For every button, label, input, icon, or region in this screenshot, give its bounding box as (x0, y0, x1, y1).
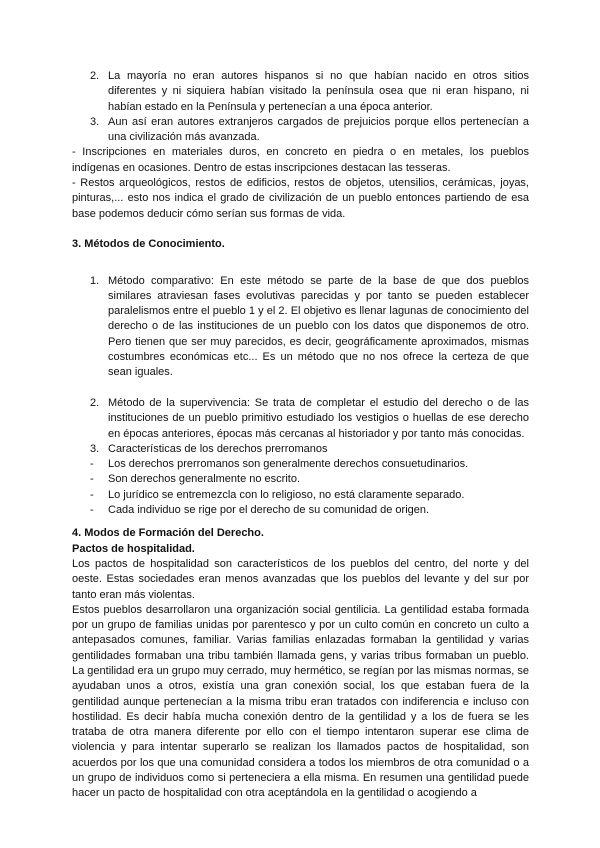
document-page (72, 69, 529, 802)
bullet-text: Los derechos prerromanos son generalmente derechos consuetudinarios. (108, 458, 469, 471)
list-item-text: La mayoría no eran autores hispanos si no que habían nacido en otros sitios diferentes y ni siquiera habían visitado la península osea que ni eran hispano, ni habían estado en la Península y pertenecían a una época anterior. (108, 70, 529, 113)
list-item (72, 442, 529, 457)
paragraph-restos: - Restos arqueológicos, restos de edificios, restos de objetos, utensilios, cerámicas, joyas, pinturas,... esto nos indica el grado de civilización de un pueblo entonces partiendo de esa base podemos deducir cómo serían sus formas de vida. (72, 177, 529, 220)
bullet-item (72, 488, 529, 503)
list-item-text: Método de la supervivencia: Se trata de completar el estudio del derecho o de las instituciones de un pueblo primitivo estudiado los vestigios o huellas de ese derecho en épocas anteriores, épocas más cercanas al historiador y por tanto más conocidas. (108, 396, 529, 440)
section-heading-3: 3. Métodos de Conocimiento. (72, 238, 225, 251)
paragraph-pactos-2: Estos pueblos desarrollaron una organización social gentilicia. La gentilidad estaba formada por un grupo de familias unidas por parentesco y por un culto común en concreto un culto a antepasados comunes, familiar. Varias familias enlazadas formaban la gentilidad y varias gentilidades formaban una tribu también llamada gens, y varias tribus formaban un pueblo. La gentilidad era un grupo muy cerrado, muy hermético, se regían por las mismas normas, se ayudaban unos a otros, existía una gran conexión social, los que estaban fuera de la gentilidad aunque pertenecían a la misma tribu eran tratados con indiferencia e incluso con hostilidad. Es decir había mucha conexión dentro de la gentilidad y a los de fuera se les trataba de otra manera diferente por ello con el tiempo intentaron superar ese clima de violencia y para intentar superarlo se realizan los llamados pactos de hospitalidad, son acuerdos por los que una comunidad considera a todos los miembros de otra comunidad o a un grupo de individuos como si perteneciera a ella misma. En resumen una gentilidad puede hacer un pacto de hospitalidad con otra aceptándola en la gentilidad o acogiendo a (72, 603, 529, 800)
bullet-dash: - (90, 488, 94, 501)
bullet-item (72, 457, 529, 472)
list-number: 1. (90, 274, 100, 287)
paragraph-pactos-1: Los pactos de hospitalidad son característicos de los pueblos del centro, del norte y del oeste. Estas sociedades eran menos avanzadas que los pueblos del levante y del sur por tanto eran más violentas. (72, 557, 529, 601)
bullet-dash: - (90, 504, 94, 517)
list-item-text: Características de los derechos prerromanos (108, 442, 328, 455)
list-item-text: Aun así eran autores extranjeros cargados de prejuicios porque ellos pertenecían a una civilización más avanzada. (108, 115, 529, 144)
bullet-item (72, 472, 529, 487)
list-item (72, 396, 529, 442)
bullet-dash: - (90, 473, 94, 486)
list-number: 2. (90, 70, 100, 82)
section-heading-4: 4. Modos de Formación del Derecho. (72, 527, 264, 540)
bullet-text: Son derechos generalmente no escrito. (108, 473, 301, 486)
bullet-text: Lo jurídico se entremezcla con lo religioso, no está claramente separado. (108, 488, 465, 501)
list-number: 3. (90, 442, 100, 455)
list-number: 3. (90, 115, 100, 128)
paragraph-inscripciones: - Inscripciones en materiales duros, en concreto en piedra o en metales, los pueblos indígenas en ocasiones. Dentro de estas inscripciones destacan las tesseras. (72, 146, 529, 174)
subheading-pactos: Pactos de hospitalidad. (72, 542, 195, 555)
list-item (72, 274, 529, 381)
list-item (72, 115, 529, 146)
list-item (72, 69, 529, 115)
bullet-text: Cada individuo se rige por el derecho de su comunidad de origen. (108, 504, 430, 517)
list-item-text: Método comparativo: En este método se parte de la base de que dos pueblos similares atraviesan fases evolutivas parecidas y por tanto se pueden establecer paralelismos entre el pueblo 1 y el 2. El objetivo es llenar lagunas de conocimiento del derecho o de las instituciones de un pueblo con los datos que disponemos de otro. Pero tienen que ser muy parecidos, es decir, geográficamente aproximados, mismas costumbres económicas etc... Es un método que no nos ofrece la certeza de que sean iguales. (108, 274, 529, 379)
bullet-dash: - (90, 458, 94, 471)
list-number: 2. (90, 396, 100, 409)
bullet-item (72, 503, 529, 518)
